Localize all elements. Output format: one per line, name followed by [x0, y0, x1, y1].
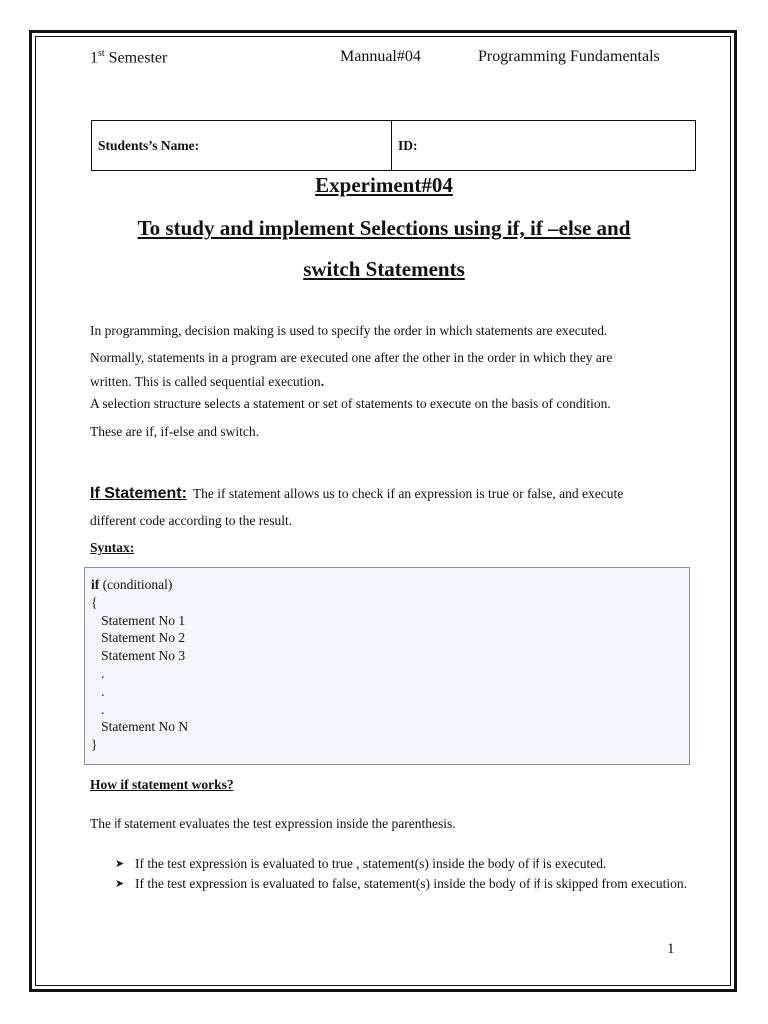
code-line: . [91, 665, 105, 681]
experiment-title: Experiment#04 [315, 173, 453, 197]
intro-line-3-text: written. This is called sequential execution [90, 374, 321, 389]
if-statement-text-2: different code according to the result. [90, 513, 293, 528]
syntax-code-block [84, 567, 690, 765]
how-text-post: statement evaluates the test expression inside the parenthesis. [120, 816, 456, 831]
code-line: Statement No N [91, 719, 189, 735]
code-line: . [91, 701, 105, 717]
intro-line-3-period: . [320, 374, 325, 389]
bullet-2-pre: If the test expression is evaluated to false, statement(s) inside the body of [135, 876, 534, 891]
inline-code-if: if [532, 856, 540, 871]
page-number: 1 [667, 941, 675, 957]
code-line: . [91, 683, 105, 699]
inline-code-if: if [533, 876, 541, 891]
code-line: Statement No 3 [91, 648, 186, 664]
code-line: } [91, 737, 98, 753]
code-line: Statement No 1 [91, 612, 186, 628]
how-if-works-heading: How if statement works? [90, 777, 234, 792]
code-keyword-if: if [91, 577, 100, 592]
student-name-label: Students’s Name: [98, 137, 200, 153]
header-manual: Mannual#04 [340, 48, 421, 65]
how-text-pre: The [90, 816, 115, 831]
student-id-label: ID: [398, 137, 418, 153]
code-line: Statement No 2 [91, 630, 186, 646]
code-line: { [91, 594, 98, 610]
header-course: Programming Fundamentals [478, 48, 660, 65]
inline-code-if: if [114, 816, 121, 831]
header-semester [90, 48, 167, 67]
semester-label: Semester [104, 49, 168, 67]
bullet-1-pre: If the test expression is evaluated to true , statement(s) inside the body of [135, 856, 533, 871]
student-info-table [91, 120, 696, 171]
intro-line-3 [90, 371, 700, 392]
experiment-subtitle-line1: To study and implement Selections using if, if –else and [137, 216, 631, 240]
experiment-subtitle-line2: switch Statements [303, 257, 465, 281]
if-statement-paragraph [90, 480, 700, 534]
student-id-field[interactable] [392, 121, 695, 170]
if-statement-heading: If Statement: [90, 485, 187, 502]
list-item [115, 875, 700, 893]
semester-number: 1 [90, 49, 98, 67]
intro-line-2: Normally, statements in a program are executed one after the other in the order in which they are [90, 350, 613, 365]
code-condition: (conditional) [99, 577, 173, 592]
list-item [115, 855, 700, 873]
intro-line-1: In programming, decision making is used to specify the order in which statements are executed. [90, 323, 608, 338]
arrow-bullet-icon: ➤ [115, 858, 125, 870]
how-if-works-text [90, 810, 700, 837]
semester-superscript: st [98, 48, 105, 59]
student-name-field[interactable] [92, 121, 392, 170]
how-if-works-list [115, 855, 700, 895]
syntax-label: Syntax: [90, 540, 135, 555]
intro-line-4: A selection structure selects a statement or set of statements to execute on the basis of condition. [90, 396, 611, 411]
arrow-bullet-icon: ➤ [115, 878, 125, 890]
intro-line-5: These are if, if-else and switch. [90, 424, 260, 439]
if-statement-text-1: The if statement allows us to check if an expression is true or false, and execute [192, 486, 624, 501]
code-line-if [91, 576, 689, 594]
bullet-1-post: is executed. [539, 856, 607, 871]
intro-paragraph [90, 317, 700, 448]
bullet-2-post: is skipped from execution. [540, 876, 687, 891]
